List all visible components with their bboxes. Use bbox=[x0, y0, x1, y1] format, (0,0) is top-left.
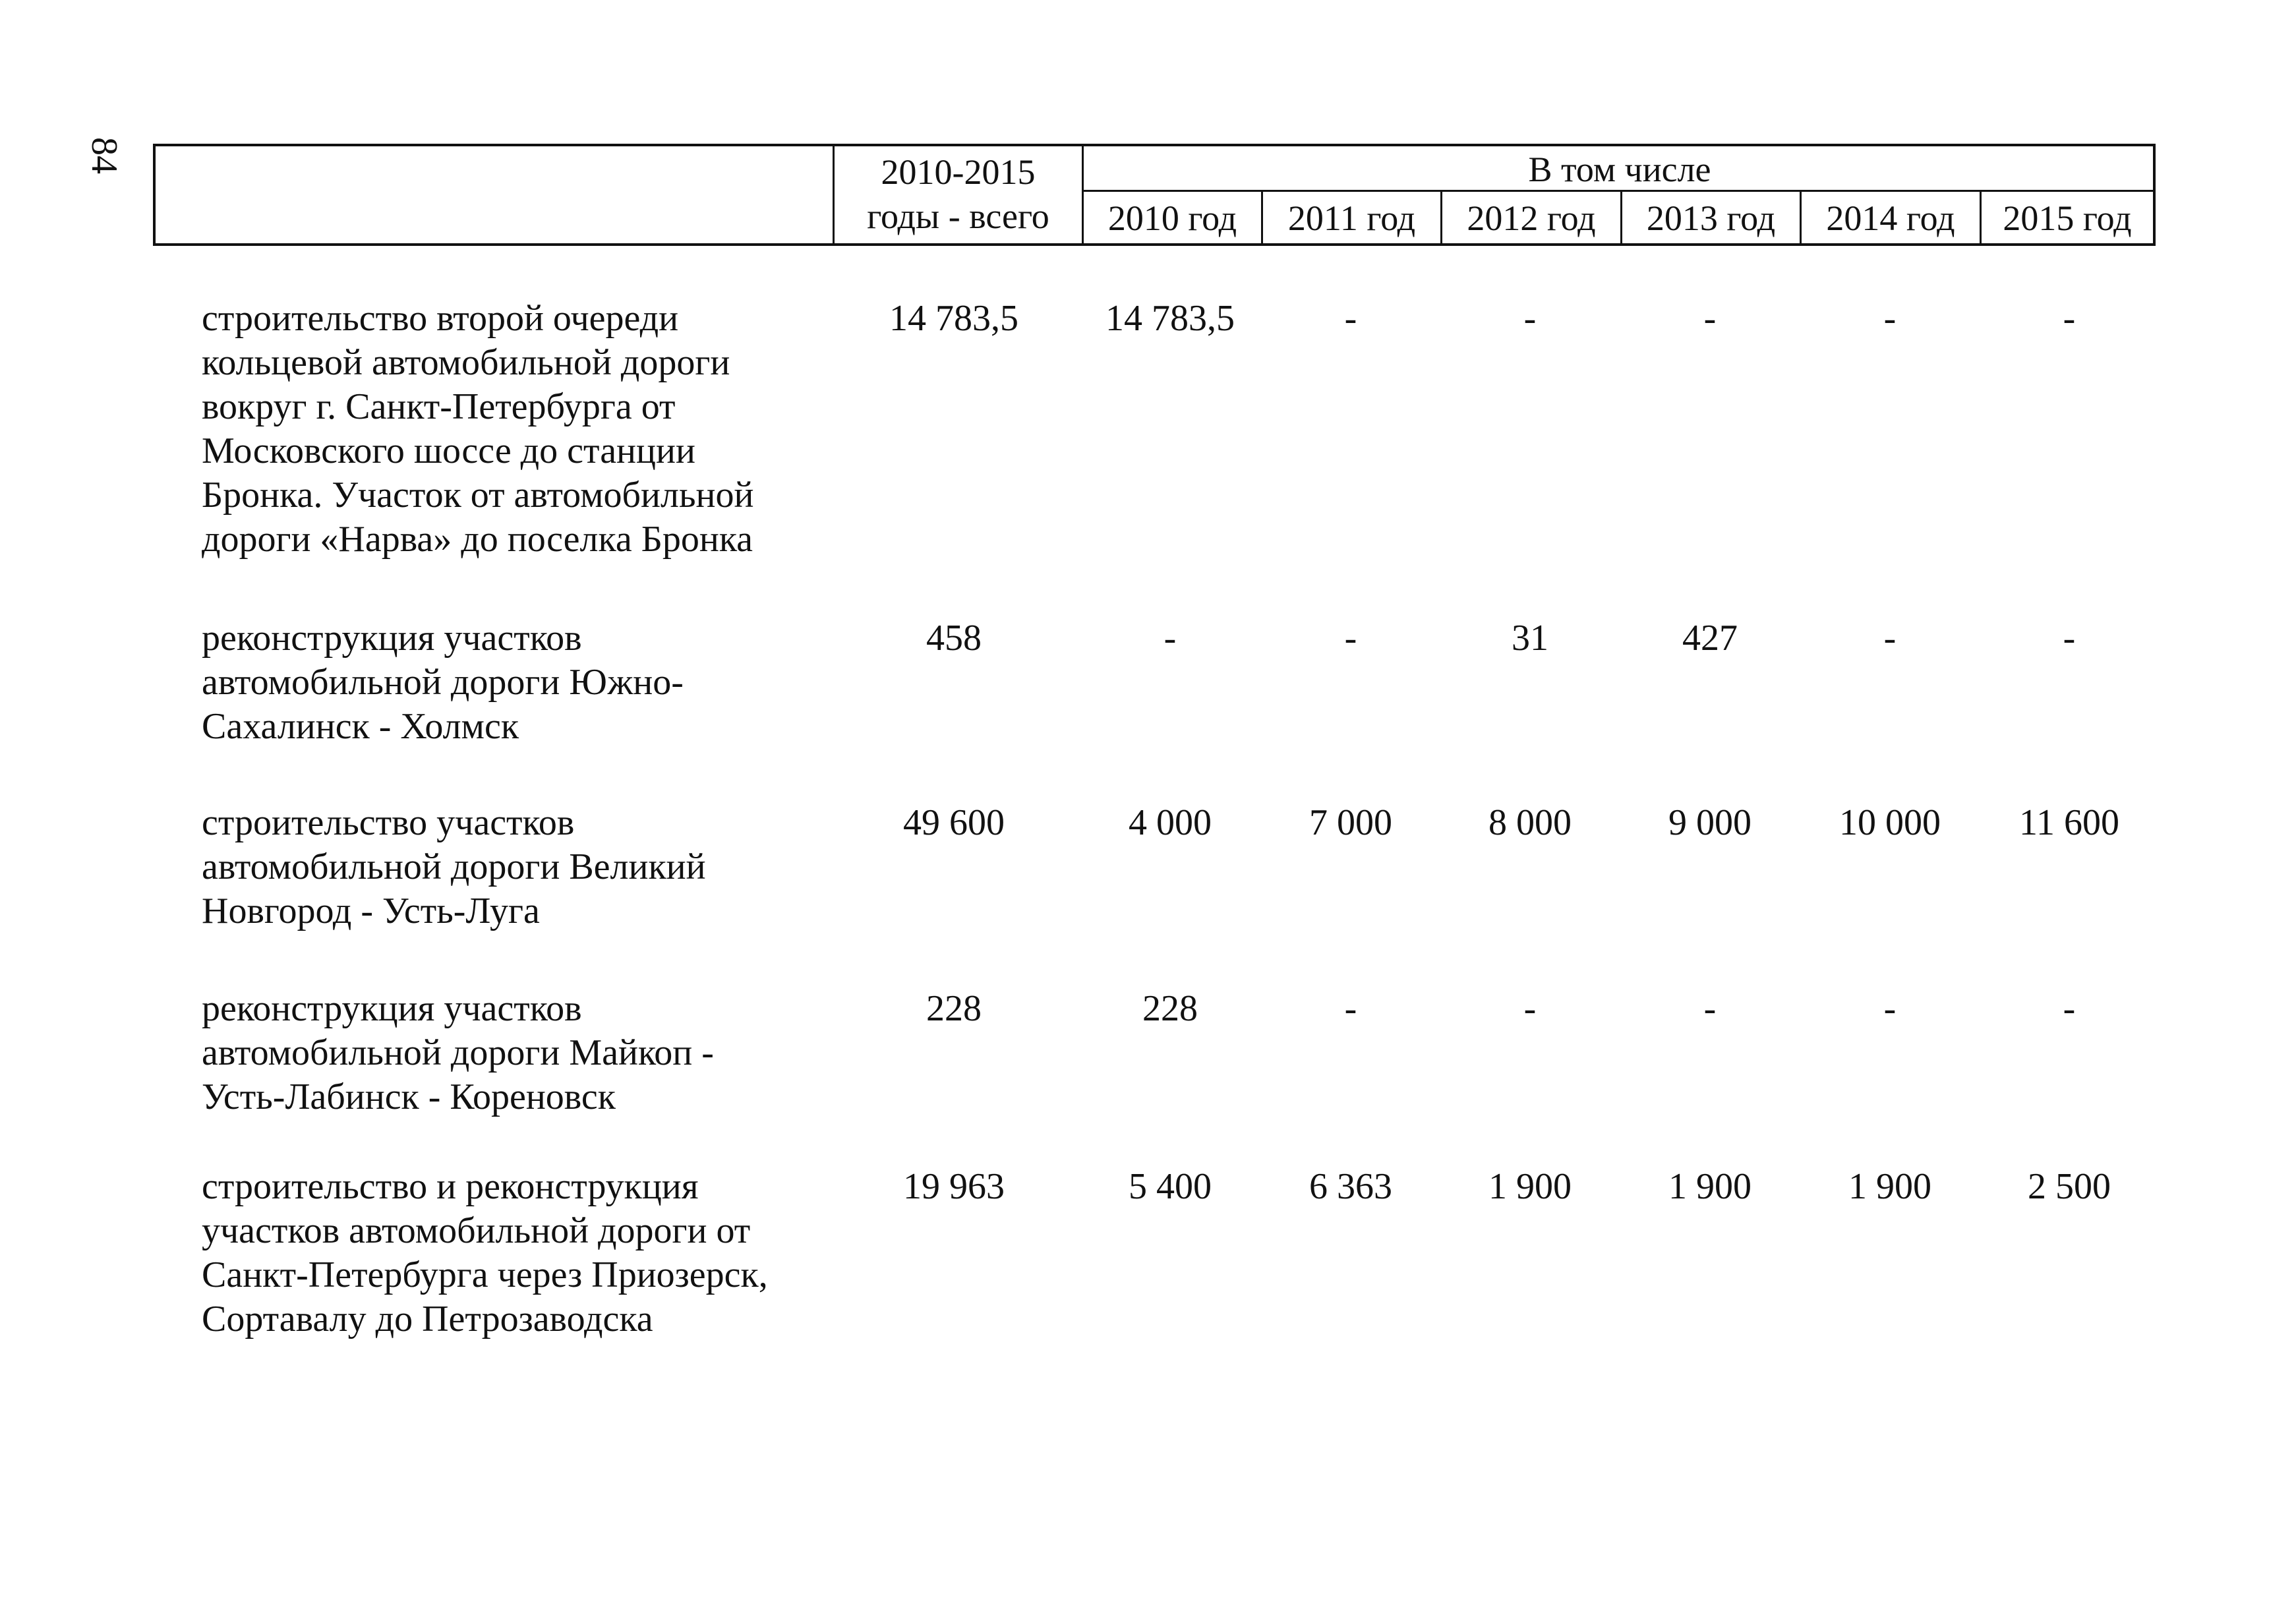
description-line: Сортавалу до Петрозаводска bbox=[202, 1299, 653, 1339]
page-number: 84 bbox=[84, 137, 125, 174]
row-description bbox=[202, 987, 835, 1119]
header-year: 2010 год bbox=[1107, 198, 1237, 238]
year-value: 427 bbox=[1682, 618, 1738, 659]
year-value: - bbox=[1344, 298, 1357, 339]
description-line: автомобильной дороги Южно- bbox=[202, 662, 684, 703]
year-value: 31 bbox=[1512, 618, 1548, 659]
year-value: 1 900 bbox=[1488, 1166, 1572, 1207]
description-line: участков автомобильной дороги от bbox=[202, 1210, 751, 1251]
description-line: дороги «Нарва» до поселка Бронка bbox=[202, 519, 753, 560]
year-value: 2 500 bbox=[2028, 1166, 2111, 1207]
row-description bbox=[202, 801, 835, 933]
table-header bbox=[153, 144, 2156, 246]
year-value: 4 000 bbox=[1129, 802, 1212, 843]
description-line: реконструкция участков bbox=[202, 618, 582, 659]
total-value: 458 bbox=[926, 618, 982, 659]
header-total-line1: 2010-2015 bbox=[881, 152, 1036, 192]
year-value: - bbox=[1523, 988, 1537, 1029]
row-description bbox=[202, 297, 835, 562]
description-line: Бронка. Участок от автомобильной bbox=[202, 475, 754, 515]
total-value: 14 783,5 bbox=[889, 298, 1018, 339]
year-value: - bbox=[2063, 298, 2076, 339]
year-value: - bbox=[1883, 618, 1897, 659]
total-value: 19 963 bbox=[903, 1166, 1005, 1207]
description-line: автомобильной дороги Майкоп - bbox=[202, 1032, 714, 1073]
year-value: 1 900 bbox=[1848, 1166, 1931, 1207]
description-line: строительство и реконструкция bbox=[202, 1166, 699, 1207]
description-line: Усть-Лабинск - Кореновск bbox=[202, 1076, 616, 1117]
total-value: 49 600 bbox=[903, 802, 1005, 843]
row-description bbox=[202, 1165, 835, 1341]
year-value: 5 400 bbox=[1129, 1166, 1212, 1207]
year-value: - bbox=[1883, 988, 1897, 1029]
year-value: - bbox=[1883, 298, 1897, 339]
year-value: - bbox=[1163, 618, 1177, 659]
year-value: - bbox=[1523, 298, 1537, 339]
year-value: 9 000 bbox=[1668, 802, 1751, 843]
year-value: 6 363 bbox=[1309, 1166, 1392, 1207]
row-description bbox=[202, 616, 835, 749]
description-line: Сахалинск - Холмск bbox=[202, 706, 519, 747]
year-value: 11 600 bbox=[2019, 802, 2119, 843]
description-line: Московского шоссе до станции bbox=[202, 430, 695, 471]
year-value: 14 783,5 bbox=[1105, 298, 1235, 339]
header-including: В том числе bbox=[1528, 150, 1711, 189]
header-year: 2012 год bbox=[1467, 198, 1596, 238]
header-year: 2013 год bbox=[1646, 198, 1776, 238]
description-line: Санкт-Петербурга через Приозерск, bbox=[202, 1254, 768, 1295]
description-line: вокруг г. Санкт-Петербурга от bbox=[202, 386, 676, 427]
year-value: 8 000 bbox=[1488, 802, 1572, 843]
header-total-line2: годы - всего bbox=[867, 196, 1049, 236]
year-value: - bbox=[1344, 988, 1357, 1029]
year-value: - bbox=[2063, 988, 2076, 1029]
year-value: 228 bbox=[1142, 988, 1198, 1029]
description-line: строительство второй очереди bbox=[202, 298, 679, 339]
description-line: автомобильной дороги Великий bbox=[202, 846, 706, 887]
description-line: Новгород - Усть-Луга bbox=[202, 891, 540, 931]
header-year: 2015 год bbox=[2003, 198, 2132, 238]
year-value: - bbox=[1703, 988, 1717, 1029]
description-line: строительство участков bbox=[202, 802, 575, 843]
year-value: 7 000 bbox=[1309, 802, 1392, 843]
total-value: 228 bbox=[926, 988, 982, 1029]
year-value: - bbox=[1344, 618, 1357, 659]
header-year: 2011 год bbox=[1287, 198, 1416, 238]
header-year: 2014 год bbox=[1826, 198, 1955, 238]
year-value: 1 900 bbox=[1668, 1166, 1751, 1207]
year-value: 10 000 bbox=[1839, 802, 1941, 843]
description-line: реконструкция участков bbox=[202, 988, 582, 1029]
year-value: - bbox=[2063, 618, 2076, 659]
description-line: кольцевой автомобильной дороги bbox=[202, 342, 730, 383]
year-value: - bbox=[1703, 298, 1717, 339]
